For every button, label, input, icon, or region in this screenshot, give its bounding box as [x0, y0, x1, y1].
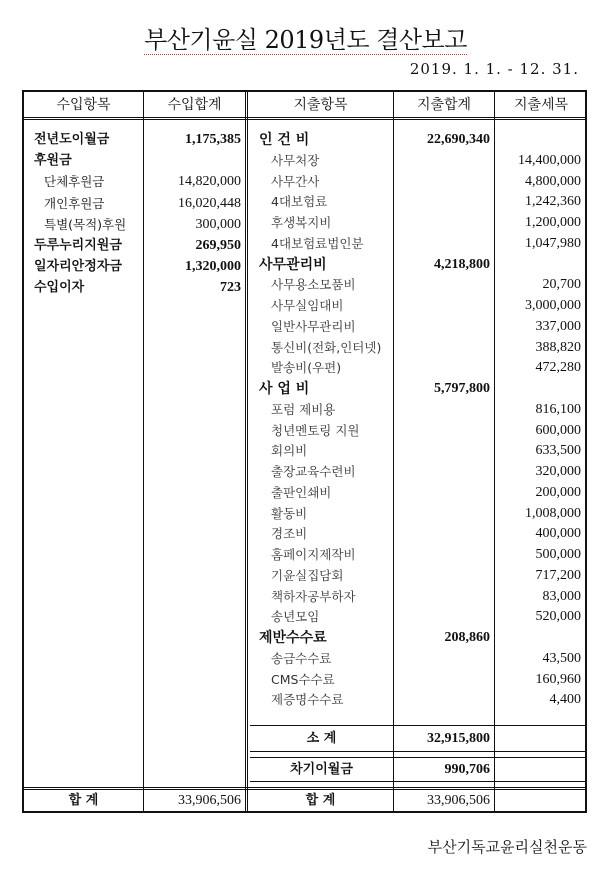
expense-item-label: 회의비	[271, 443, 308, 459]
expense-category-total	[394, 504, 490, 524]
expense-category-label: 사무관리비	[259, 256, 327, 273]
expense-category-total	[394, 400, 490, 420]
expense-category-total	[394, 338, 490, 358]
expense-category-total	[394, 670, 490, 690]
expense-category-total	[394, 690, 490, 710]
expense-item-label: 일반사무관리비	[271, 318, 356, 334]
expense-item-detail: 320,000	[535, 464, 581, 479]
document-title: 부산기윤실 2019년도 결산보고	[144, 26, 467, 54]
expense-item-label: 송년모임	[271, 609, 320, 625]
expense-item-label: 발송비(우편)	[271, 360, 342, 376]
expense-category-total: 4,218,800	[434, 256, 490, 272]
expense-category-total: 22,690,340	[427, 132, 490, 147]
expense-category-total	[394, 483, 490, 503]
income-item-amount: 269,950	[195, 238, 241, 253]
expense-category-total	[394, 213, 490, 233]
expense-category-total	[394, 566, 490, 586]
subtotal-amount: 32,915,800	[427, 731, 490, 746]
center-double-divider	[245, 92, 248, 811]
subtotal-label: 소 계	[306, 731, 337, 746]
expense-item-label: 4대보험료법인분	[271, 235, 364, 251]
expense-item-detail: 4,400	[549, 692, 581, 708]
income-grand-total-label: 합 계	[68, 793, 99, 808]
expense-item-label: 송금수수료	[271, 650, 332, 666]
carryover-top-line	[250, 757, 585, 758]
expense-category-total	[394, 607, 490, 627]
expense-item-label: 통신비(전화,인터넷)	[271, 339, 382, 355]
expense-item-detail: 4,800,000	[525, 173, 581, 189]
expense-item-detail: 160,960	[535, 671, 581, 687]
income-item-label: 일자리안정자금	[34, 259, 122, 275]
expense-item-label: 포럼 제비용	[271, 401, 336, 417]
expense-item-detail: 520,000	[535, 609, 581, 625]
expense-category-total	[394, 587, 490, 607]
expense-item-label: 기윤실집담회	[271, 567, 344, 583]
income-item-label: 개인후원금	[44, 195, 105, 211]
expense-item-detail: 633,500	[535, 443, 581, 459]
expense-item-detail	[495, 255, 581, 275]
expense-item-label: 홈페이지제작비	[271, 547, 356, 562]
header-income-total: 수입합계	[167, 97, 222, 113]
expense-item-detail: 337,000	[535, 318, 581, 334]
header-expense-total: 지출합계	[416, 97, 472, 113]
expense-category-label: 제반수수료	[259, 630, 327, 646]
header-expense-item: 지출항목	[293, 97, 348, 113]
expense-item-detail: 1,200,000	[525, 215, 581, 230]
expense-item-label: CMS수수료	[271, 671, 335, 687]
expense-category-total	[394, 151, 490, 171]
expense-item-label: 출장교육수련비	[271, 464, 356, 479]
income-item-label: 후원금	[34, 153, 72, 169]
expense-item-detail: 14,400,000	[518, 152, 581, 168]
expense-item-label: 사무간사	[271, 173, 320, 189]
expense-item-detail: 20,700	[542, 277, 581, 293]
income-item-amount: 723	[220, 280, 241, 296]
expense-category-label: 인 건 비	[259, 132, 310, 148]
income-item-amount: 300,000	[195, 216, 241, 232]
expense-item-label: 청년멘토링 지원	[271, 422, 360, 438]
expense-item-detail: 3,000,000	[525, 298, 581, 313]
expense-category-total: 208,860	[444, 630, 490, 645]
expense-item-detail: 1,047,980	[525, 235, 581, 251]
expense-item-label: 사무용소모품비	[271, 277, 356, 293]
expense-category-total	[394, 234, 490, 254]
expense-item-detail: 717,200	[535, 567, 581, 583]
expense-item-detail: 388,820	[535, 339, 581, 355]
expense-item-label: 출판인쇄비	[271, 484, 332, 500]
income-item-label: 전년도이월금	[34, 132, 110, 147]
expense-item-label: 책하자공부하자	[271, 588, 356, 604]
expense-item-detail: 200,000	[535, 484, 581, 500]
expense-item-label: 사무처장	[271, 152, 320, 168]
carryover-bottom-line	[250, 781, 585, 782]
income-item-amount: 16,020,448	[178, 195, 241, 211]
total-divider	[24, 787, 585, 790]
expense-item-detail: 43,500	[542, 650, 581, 666]
subtotal-top-line	[250, 725, 585, 726]
expense-item-detail: 1,008,000	[525, 505, 581, 521]
expense-category-total	[394, 358, 490, 378]
income-item-label: 특별(목적)후원	[44, 216, 127, 232]
organization-footer: 부산기독교윤리실천운동	[427, 838, 587, 856]
carryover-label: 차기이월금	[290, 762, 353, 777]
income-item-amount: 1,175,385	[185, 132, 241, 147]
expense-category-total: 5,797,800	[434, 381, 490, 396]
expense-category-total	[394, 421, 490, 441]
expense-grand-total-label: 합 계	[305, 793, 336, 808]
subtotal-bottom-line	[250, 751, 585, 752]
expense-item-detail	[495, 379, 581, 399]
expense-item-detail	[495, 130, 581, 150]
income-item-label: 단체후원금	[44, 174, 105, 190]
income-grand-total-amount: 33,906,506	[178, 793, 241, 808]
expense-item-detail: 400,000	[535, 526, 581, 542]
expense-item-detail: 816,100	[535, 401, 581, 417]
header-expense-detail: 지출세목	[513, 97, 569, 113]
expense-category-total	[394, 462, 490, 482]
expense-item-label: 경조비	[271, 526, 308, 542]
expense-item-label: 제증명수수료	[271, 692, 344, 708]
income-item-label: 수입이자	[34, 280, 85, 296]
expense-item-detail: 500,000	[535, 547, 581, 562]
expense-item-label: 활동비	[271, 505, 308, 521]
income-item-amount	[144, 151, 241, 171]
expense-item-detail: 1,242,360	[525, 194, 581, 210]
expense-item-detail: 83,000	[542, 588, 581, 604]
expense-item-label: 후생복지비	[271, 215, 332, 230]
expense-category-total	[394, 441, 490, 461]
expense-category-label: 사 업 비	[259, 381, 310, 397]
expense-category-total	[394, 545, 490, 565]
expense-item-detail	[495, 628, 581, 648]
income-item-amount: 14,820,000	[178, 174, 241, 190]
expense-category-total	[394, 275, 490, 295]
expense-category-total	[394, 296, 490, 316]
income-item-label: 두루누리지원금	[34, 238, 122, 253]
expense-category-total	[394, 172, 490, 192]
expense-category-total	[394, 192, 490, 212]
income-item-amount: 1,320,000	[185, 259, 241, 275]
expense-category-total	[394, 649, 490, 669]
header-income-item: 수입항목	[56, 97, 111, 113]
expense-item-label: 사무실임대비	[271, 298, 344, 313]
expense-grand-total-amount: 33,906,506	[427, 793, 490, 808]
settlement-table	[22, 90, 587, 813]
expense-item-detail: 600,000	[535, 422, 581, 438]
expense-category-total	[394, 524, 490, 544]
expense-item-detail: 472,280	[535, 360, 581, 376]
carryover-amount: 990,706	[444, 762, 490, 777]
expense-item-label: 4대보험료	[271, 194, 328, 210]
report-period: 2019. 1. 1. - 12. 31.	[409, 60, 579, 78]
expense-category-total	[394, 317, 490, 337]
